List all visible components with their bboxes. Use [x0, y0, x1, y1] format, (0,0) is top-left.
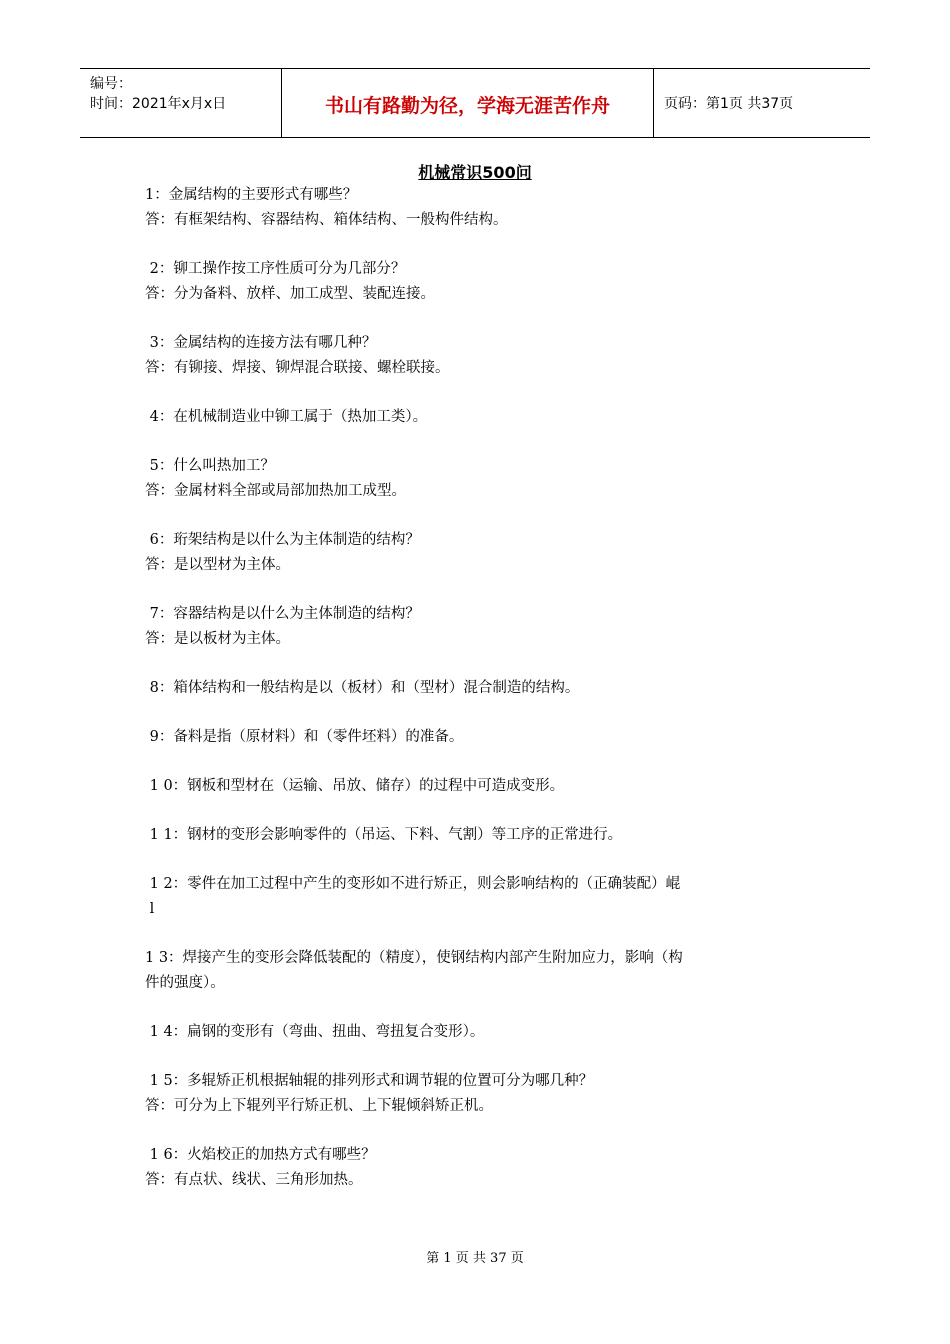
question-line: 1 5：多辊矫正机根据轴辊的排列形式和调节辊的位置可分为哪几种？ — [145, 1073, 594, 1089]
question-line: 1 4：扁钢的变形有（弯曲、扭曲、弯扭复合变形）。 — [145, 1024, 485, 1040]
document-title: 机械常识500问 — [418, 163, 532, 182]
question-line: 1：金属结构的主要形式有哪些？ — [145, 187, 358, 203]
qa-item — [145, 257, 815, 307]
question-line: 5：什么叫热加工？ — [145, 458, 275, 474]
question-line: 2：铆工操作按工序性质可分为几部分？ — [145, 261, 406, 277]
qa-item — [145, 1069, 815, 1119]
date-label: 时间：2021年x月x日 — [90, 96, 227, 112]
qa-item — [145, 872, 815, 922]
qa-item — [145, 183, 815, 233]
qa-item — [145, 725, 815, 750]
header-page-cell — [654, 69, 870, 137]
question-line: 1 1：钢材的变形会影响零件的（吊运、下料、气割）等工序的正常进行。 — [145, 827, 623, 843]
qa-item — [145, 676, 815, 701]
qa-item — [145, 1020, 815, 1045]
qa-item — [145, 454, 815, 504]
qa-item — [145, 1143, 815, 1193]
serial-number-label: 编号： — [90, 76, 132, 92]
question-line: 1 2：零件在加工过程中产生的变形如不进行矫正，则会影响结构的（正确装配）崐 — [145, 876, 681, 892]
qa-item — [145, 331, 815, 381]
qa-item — [145, 405, 815, 430]
question-line: 1 3：焊接产生的变形会降低装配的（精度），使钢结构内部产生附加应力，影响（构 — [145, 950, 683, 966]
answer-line: 答：有点状、线状、三角形加热。 — [145, 1172, 363, 1188]
question-line: 9：备料是指（原材料）和（零件坯料）的准备。 — [145, 729, 464, 745]
qa-list — [145, 183, 815, 1217]
qa-item — [145, 602, 815, 652]
answer-line: 答：分为备料、放样、加工成型、装配连接。 — [145, 286, 435, 302]
answer-line: 答：可分为上下辊列平行矫正机、上下辊倾斜矫正机。 — [145, 1098, 493, 1114]
answer-line: 答：金属材料全部或局部加热加工成型。 — [145, 483, 406, 499]
qa-item — [145, 946, 815, 996]
header-left-cell — [80, 69, 282, 137]
question-line: 3：金属结构的连接方法有哪几种？ — [145, 335, 377, 351]
question-line: 6：珩架结构是以什么为主体制造的结构？ — [145, 532, 420, 548]
header-motto-cell — [282, 69, 654, 137]
qa-item — [145, 528, 815, 578]
question-line: 7：容器结构是以什么为主体制造的结构？ — [145, 606, 420, 622]
motto-text: 书山有路勤为径，学海无涯苦作舟 — [324, 95, 610, 117]
question-line: 4：在机械制造业中铆工属于（热加工类）。 — [145, 409, 428, 425]
answer-line: 答：是以板材为主体。 — [145, 631, 290, 647]
page-info: 页码：第1页 共37页 — [664, 96, 794, 112]
answer-line: l — [145, 901, 155, 917]
qa-item — [145, 774, 815, 799]
question-line: 8：箱体结构和一般结构是以（板材）和（型材）混合制造的结构。 — [145, 680, 580, 696]
answer-line: 件的强度）。 — [145, 975, 225, 991]
answer-line: 答：有铆接、焊接、铆焊混合联接、螺栓联接。 — [145, 360, 450, 376]
document-header — [80, 68, 870, 138]
page-footer: 第 1 页 共 37 页 — [426, 1251, 524, 1266]
question-line: 1 6：火焰校正的加热方式有哪些？ — [145, 1147, 376, 1163]
answer-line: 答：有框架结构、容器结构、箱体结构、一般构件结构。 — [145, 212, 508, 228]
answer-line: 答：是以型材为主体。 — [145, 557, 290, 573]
question-line: 1 0：钢板和型材在（运输、吊放、储存）的过程中可造成变形。 — [145, 778, 565, 794]
qa-item — [145, 823, 815, 848]
